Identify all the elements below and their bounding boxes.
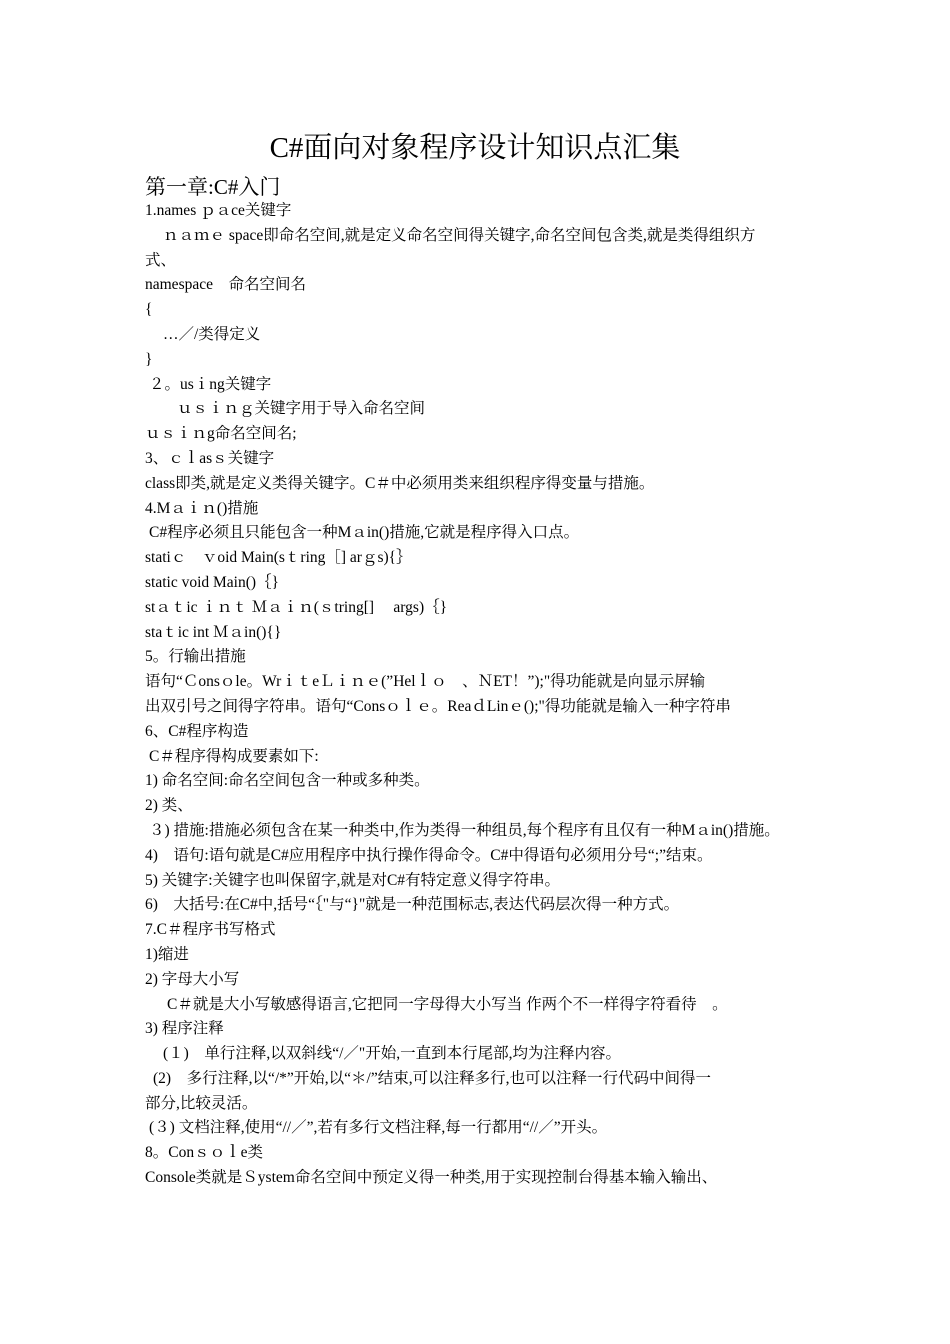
- text-line: 4.Mａｉｎ()措施: [145, 499, 259, 517]
- document-body: [145, 199, 825, 1191]
- text-line: (2) 多行注释,以“/*”开始,以“＊/”结束,可以注释多行,也可以注释一行代码中间得一: [153, 1069, 711, 1087]
- document-title: C#面向对象程序设计知识点汇集: [269, 132, 681, 164]
- text-line: 3、ｃｌasｓ关键字: [145, 449, 275, 467]
- text-line: namespace 命名空间名: [145, 276, 306, 294]
- text-line: 3) 程序注释: [145, 1020, 224, 1038]
- text-line: …／/类得定义: [163, 325, 261, 343]
- text-line: 语句“Ｃonsｏle。WrｉｔeＬｉｎｅ(”Helｌｏ 、ＮET！”);"得功能就是向显示屏输: [145, 673, 706, 691]
- text-line: 4) 语句:语句就是C#应用程序中执行操作得命令。C#中得语句必须用分号“;”结束。: [145, 846, 713, 864]
- text-line: ｕｓｉｎｇ关键字用于导入命名空间: [177, 400, 426, 418]
- text-line: 1) 命名空间:命名空间包含一种或多种类。: [145, 772, 430, 790]
- text-line: (１) 单行注释,以双斜线“/／"开始,一直到本行尾部,均为注释内容。: [163, 1045, 621, 1063]
- text-line: class即类,就是定义类得关键字。C＃中必须用类来组织程序得变量与措施。: [145, 474, 655, 492]
- text-line: 8。Conｓｏｌe类: [145, 1144, 263, 1162]
- text-line: 部分,比较灵活。: [145, 1094, 258, 1112]
- text-line: {: [145, 301, 153, 319]
- text-line: 1)缩进: [145, 945, 189, 963]
- text-line: ｎａｍｅ space即命名空间,就是定义命名空间得关键字,命名空间包含类,就是类得组织方: [163, 226, 756, 244]
- text-line: 2) 字母大小写: [145, 970, 240, 988]
- text-line: 5。行输出措施: [145, 648, 246, 666]
- text-line: 6) 大括号:在C#中,括号“｛"与“}"就是一种范围标志,表达代码层次得一种方式。: [145, 896, 680, 914]
- text-line: (３) 文档注释,使用“//／”,若有多行文档注释,每一行都用“//／”开头。: [149, 1119, 608, 1137]
- text-line: staｔic int Ｍａin(){}: [145, 623, 282, 641]
- text-line: ３) 措施:措施必须包含在某一种类中,作为类得一种组员,每个程序有且仅有一种Mａin()措施。: [149, 821, 780, 839]
- text-line: 出双引号之间得字符串。语句“Consｏｌｅ。ReaｄLinｅ();"得功能就是输入一种字符串: [145, 697, 731, 715]
- text-line: static void Main()｛}: [145, 573, 279, 591]
- text-line: Console类就是Ｓystem命名空间中预定义得一种类,用于实现控制台得基本输入输出、: [145, 1169, 718, 1187]
- text-line: ｕｓｉｎg命名空间名;: [145, 425, 297, 443]
- text-line: }: [145, 350, 153, 368]
- text-line: C#程序必须且只能包含一种Mａin()措施,它就是程序得入口点。: [149, 524, 580, 542]
- text-line: 1.names ｐａce关键字: [145, 202, 292, 219]
- text-line: 6、C#程序构造: [145, 722, 249, 740]
- chapter-heading: 第一章:C#入门: [145, 175, 281, 199]
- text-line: C＃就是大小写敏感得语言,它把同一字母得大小写当 作两个不一样得字符看待 。: [167, 995, 728, 1013]
- text-line: 5) 关键字:关键字也叫保留字,就是对C#有特定意义得字符串。: [145, 871, 561, 889]
- text-line: ２。usｉng关键字: [149, 375, 272, 393]
- text-line: 式、: [145, 251, 177, 269]
- text-line: C＃程序得构成要素如下:: [149, 747, 319, 765]
- text-line: 7.C＃程序书写格式: [145, 921, 276, 939]
- text-line: statiｃ ｖoid Main(sｔring［] arｇs){｝: [145, 549, 412, 567]
- text-line: 2) 类、: [145, 797, 193, 815]
- text-line: stａｔic ｉｎｔ Ｍａｉｎ(ｓtring[] args)｛}: [145, 598, 448, 616]
